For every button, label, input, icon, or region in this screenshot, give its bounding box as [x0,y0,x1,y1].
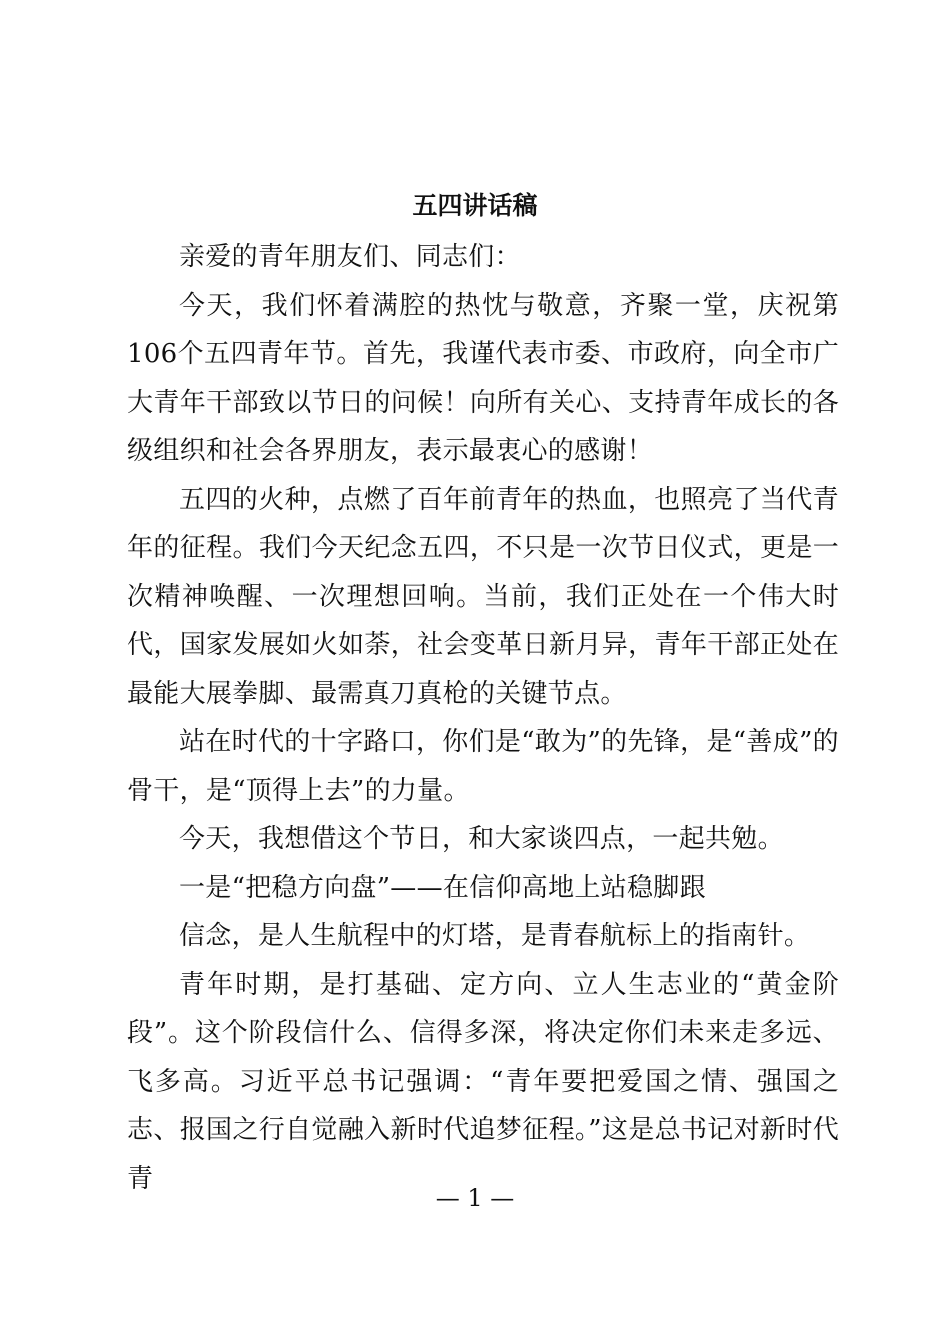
document-body [127,233,839,1203]
page-number: — 1 — [435,1184,515,1212]
paragraph-opening: 今天，我们怀着满腔的热忱与敬意，齐聚一堂，庆祝第106个五四青年节。首先，我谨代表市委、市政府，向全市广大青年干部致以节日的问候！向所有关心、支持青年成长的各级组织和社会各界朋友，表示最衷心的感谢！ [127,290,839,466]
paragraph-may-fourth-spirit: 五四的火种，点燃了百年前青年的热血，也照亮了当代青年的征程。我们今天纪念五四，不只是一次节日仪式，更是一次精神唤醒、一次理想回响。当前，我们正处在一个伟大时代，国家发展如火如荼，社会变革日新月异，青年干部正处在最能大展拳脚、最需真刀真枪的关键节点。 [127,484,839,709]
paragraph-belief: 信念，是人生航程中的灯塔，是青春航标上的指南针。 [179,921,811,951]
paragraph-salutation: 亲爱的青年朋友们、同志们： [179,242,521,272]
paragraph-youth-period: 青年时期，是打基础、定方向、立人生志业的“黄金阶段”。这个阶段信什么、信得多深，将决定你们未来走多远、飞多高。习近平总书记强调：“青年要把爱国之情、强国之志、报国之行自觉融入新时代追梦征程。”这是总书记对新时代青 [127,969,839,1194]
document-title: 五四讲话稿 [412,191,538,220]
paragraph-crossroads: 站在时代的十字路口，你们是“敢为”的先锋，是“善成”的骨干，是“顶得上去”的力量。 [127,727,839,806]
section-heading-one: 一是“把稳方向盘”——在信仰高地上站稳脚跟 [179,872,706,903]
paragraph-four-points: 今天，我想借这个节日，和大家谈四点，一起共勉。 [179,824,784,854]
